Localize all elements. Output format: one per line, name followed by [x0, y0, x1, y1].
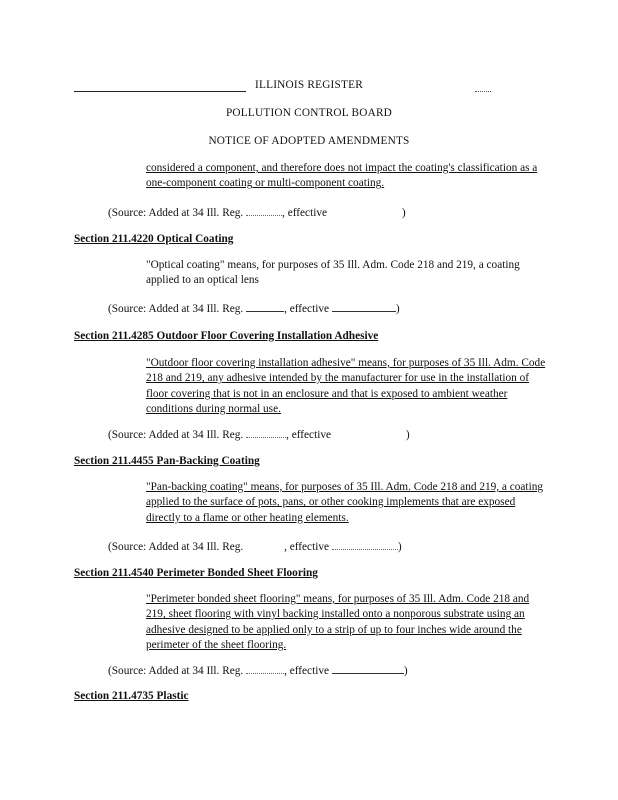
source-label: (Source: Added at 34 Ill. Reg.	[108, 429, 244, 441]
effective-label: , effective	[284, 665, 330, 677]
source-line	[108, 539, 402, 553]
source-label: (Source: Added at 34 Ill. Reg.	[108, 665, 244, 677]
continuation-paragraph: considered a component, and therefore does not impact the coating's classification as a one-component coating or multi-component coating.	[146, 162, 538, 190]
register-blank	[246, 427, 286, 438]
effective-label: , effective	[284, 303, 330, 315]
effective-blank	[334, 428, 406, 438]
effective-blank	[332, 301, 396, 312]
header-rule-right	[475, 91, 491, 92]
register-blank	[246, 663, 284, 674]
section-definition: "Outdoor floor covering installation adhesive" means, for purposes of 35 Ill. Adm. Code 218 and 219, any adhesive intended by the manufacturer for use in the installation of floor covering that is not in an enclosure and that is exposed to ambient weather conditions during normal use.	[146, 357, 546, 415]
register-blank	[246, 540, 284, 550]
close-paren: )	[395, 303, 400, 315]
close-paren: )	[405, 429, 410, 441]
close-paren: )	[401, 207, 406, 219]
register-blank	[246, 301, 284, 312]
source-line	[108, 301, 400, 315]
effective-blank	[330, 206, 402, 216]
register-title: ILLINOIS REGISTER	[255, 79, 363, 91]
effective-blank	[332, 539, 398, 550]
section-definition: "Perimeter bonded sheet flooring" means, for purposes of 35 Ill. Adm. Code 218 and 219, sheet flooring with vinyl backing installed onto a nonporous substrate using an adhesive designed to be applied only to a strip of up to four inches wide around the perimeter of the sheet flooring.	[146, 593, 530, 651]
section-heading: Section 211.4540 Perimeter Bonded Sheet Flooring	[74, 567, 318, 579]
notice-title: NOTICE OF ADOPTED AMENDMENTS	[208, 135, 410, 147]
close-paren: )	[397, 541, 402, 553]
register-blank	[246, 205, 282, 216]
source-label: (Source: Added at 34 Ill. Reg.	[108, 541, 244, 553]
section-heading: Section 211.4220 Optical Coating	[74, 233, 234, 245]
section-heading: Section 211.4455 Pan-Backing Coating	[74, 455, 260, 467]
effective-label: , effective	[284, 541, 330, 553]
section-definition: "Pan-backing coating" means, for purposes of 35 Ill. Adm. Code 218 and 219, a coating applied to the surface of pots, pans, or other cooking implements that are exposed directly to a flame or other heating elements.	[146, 481, 544, 524]
source-line	[108, 427, 410, 441]
source-line	[108, 205, 406, 219]
source-label: (Source: Added at 34 Ill. Reg.	[108, 207, 244, 219]
source-line	[108, 663, 408, 677]
header-rule-left	[74, 91, 246, 92]
section-heading: Section 211.4735 Plastic	[74, 690, 189, 702]
board-title: POLLUTION CONTROL BOARD	[225, 107, 393, 119]
close-paren: )	[403, 665, 408, 677]
effective-label: , effective	[282, 207, 328, 219]
section-heading: Section 211.4285 Outdoor Floor Covering Installation Adhesive	[74, 330, 379, 342]
section-definition: "Optical coating" means, for purposes of 35 Ill. Adm. Code 218 and 219, a coating applied to an optical lens	[146, 259, 520, 287]
effective-label: , effective	[286, 429, 332, 441]
source-label: (Source: Added at 34 Ill. Reg.	[108, 303, 244, 315]
effective-blank	[332, 663, 404, 674]
